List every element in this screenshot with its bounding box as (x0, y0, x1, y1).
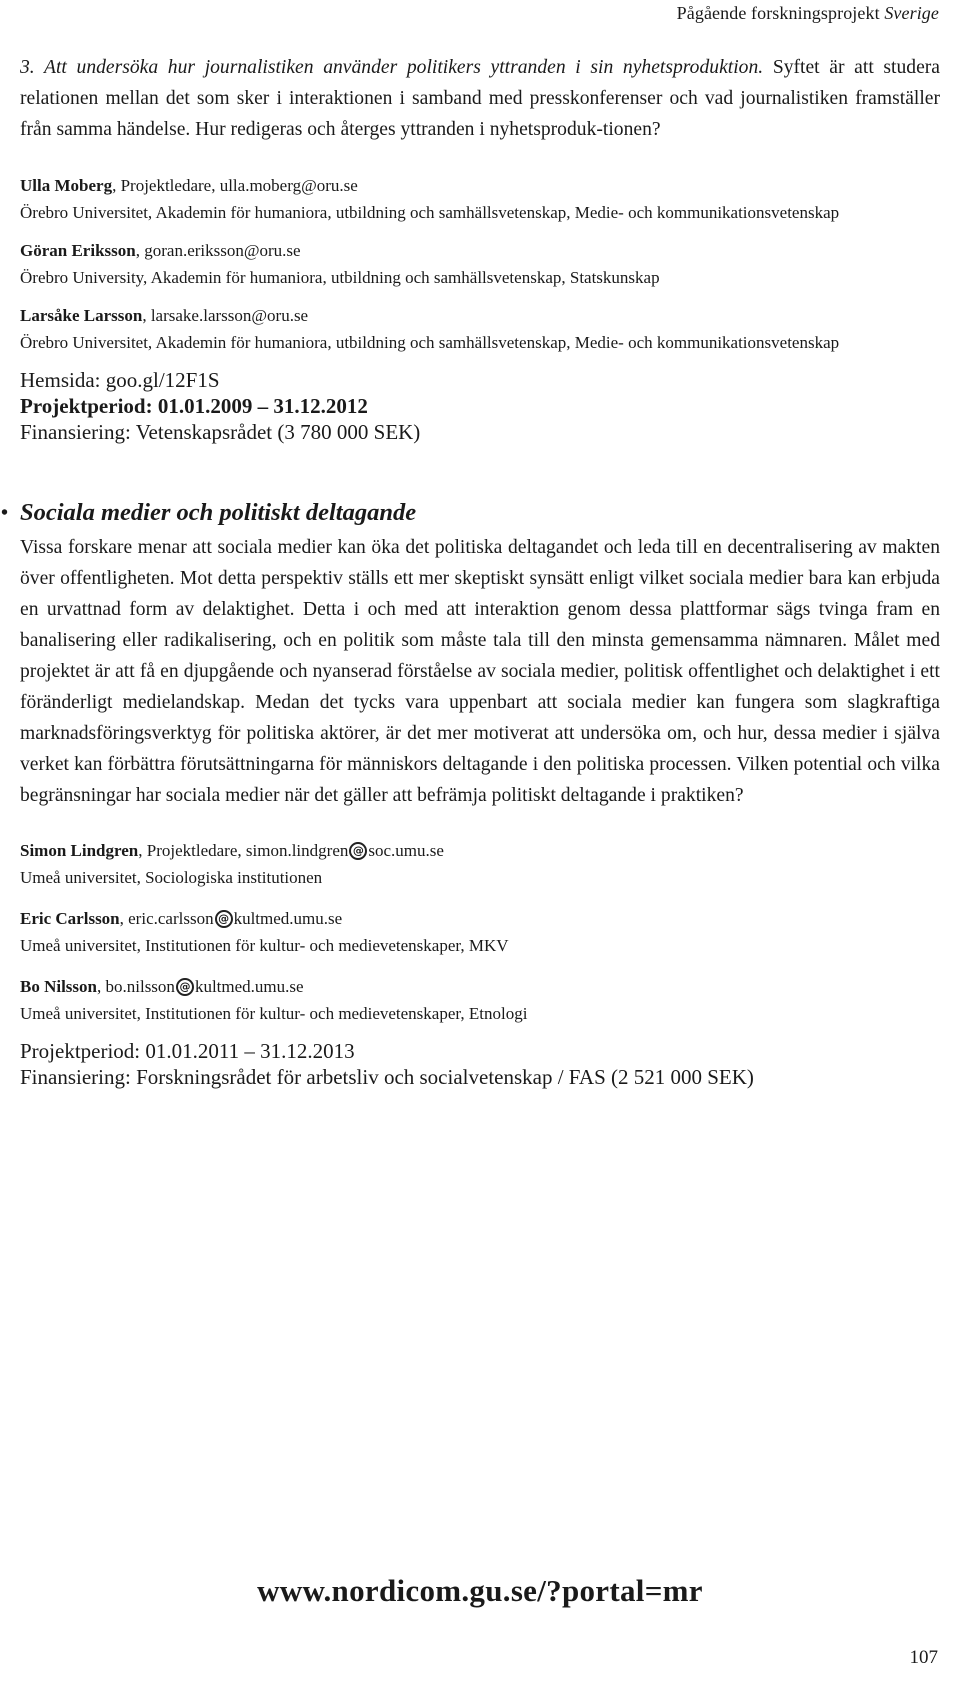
person-details: , eric.carlsson (119, 909, 214, 928)
project2-person (20, 905, 940, 959)
person-name: Eric Carlsson (20, 909, 120, 928)
project1-person (20, 302, 940, 356)
at-sign-icon: @ (215, 910, 233, 928)
project2-period: Projektperiod: 01.01.2011 – 31.12.2013 (20, 1039, 355, 1063)
page-number: 107 (909, 1647, 938, 1668)
person-name: Ulla Moberg (20, 176, 113, 195)
person-name: Simon Lindgren (20, 841, 139, 860)
project1-period: Projektperiod: 01.01.2009 – 31.12.2012 (20, 394, 368, 418)
footer-url: www.nordicom.gu.se/?portal=mr (257, 1573, 703, 1608)
project2-description: Vissa forskare menar att sociala medier kan öka det politiska deltagandet och leda till en decentralisering av makten över offentligheten. Mot detta perspektiv ställs ett mer skeptiskt synsätt enligt vilket sociala medier bara kan erbjuda en urvattnad form av delaktighet. Detta i och med att interaktion genom dessa plattformar sägs tvinga fram en banalisering eller radikalisering, och en politik som måste tala till den minsta gemensamma nämnaren. Målet med projektet är att få en djupgående och nyanserad förståelse av sociala medier, politisk offentlighet och delaktighet i ett föränderligt medielandskap. Medan det tycks vara uppenbart att sociala medier kan fungera som slagkraftiga marknadsföringsverktyg för politiska aktörer, är det mer motiverat att undersöka om, och hur, dessa medier i själva verket kan förbättra förutsättningarna för människors deltagande i den politiska processen. Vilken potential och vilka begränsningar har sociala medier när det gäller att befrämja politiskt deltagande i praktiken? (20, 537, 940, 806)
person-name: Bo Nilsson (20, 977, 97, 996)
project2-title-text: Sociala medier och politiskt deltagande (20, 499, 417, 526)
project1-text: Syftet är att studera relationen mellan det som sker i interaktionen i samband med presskonferenser och vad journalistiken framställer från samma händelse. Hur redigeras och återges yttranden i nyhetsproduk-tionen? (20, 57, 941, 140)
project1-person (20, 172, 940, 226)
at-sign-icon: @ (349, 842, 367, 860)
person-affiliation: Umeå universitet, Sociologiska institutionen (20, 868, 323, 887)
header-region: Sverige (884, 3, 939, 23)
person-details: , larsake.larsson@oru.se (142, 306, 309, 325)
project1-funding: Finansiering: Vetenskapsrådet (3 780 000 SEK) (20, 420, 421, 444)
spacer (20, 356, 940, 367)
person-affiliation: Umeå universitet, Institutionen för kultur- och medievetenskaper, MKV (20, 936, 509, 955)
person-name: Göran Eriksson (20, 241, 136, 260)
spacer (20, 891, 940, 905)
person-affiliation: Örebro Universitet, Akademin för humaniora, utbildning och samhällsvetenskap, Medie- och kommunikationsvetenskap (20, 333, 840, 352)
project2-title (1, 497, 940, 529)
person-affiliation: Umeå universitet, Institutionen för kultur- och medievetenskaper, Etnologi (20, 1004, 528, 1023)
person-affiliation: Örebro University, Akademin för humaniora, utbildning och samhällsvetenskap, Statskunskap (20, 268, 660, 287)
person-details-domain: kultmed.umu.se (233, 909, 343, 928)
project2-person (20, 973, 940, 1027)
person-details-domain: kultmed.umu.se (194, 977, 304, 996)
project1-description (20, 52, 940, 145)
page-content (1, 52, 941, 1090)
header-series: Pågående forskningsprojekt (676, 3, 880, 23)
person-details: , Projektledare, ulla.moberg@oru.se (112, 176, 358, 195)
spacer (20, 226, 940, 237)
spacer (20, 291, 940, 302)
project2-funding: Finansiering: Forskningsrådet för arbetsliv och socialvetenskap / FAS (2 521 000 SEK) (20, 1065, 754, 1089)
running-header (677, 3, 939, 24)
spacer (20, 959, 940, 973)
project2-person (20, 837, 940, 891)
person-details-domain: soc.umu.se (368, 841, 444, 860)
project1-website: Hemsida: goo.gl/12F1S (20, 368, 220, 392)
spacer (20, 811, 940, 837)
person-details: , bo.nilsson (97, 977, 175, 996)
project1-person (20, 237, 940, 291)
spacer (20, 145, 940, 172)
project1-lead: 3. Att undersöka hur journalistiken använder politikers yttranden i sin nyhetsproduktion. (20, 57, 764, 78)
person-details: , Projektledare, simon.lindgren (138, 841, 349, 860)
at-sign-icon: @ (176, 978, 194, 996)
person-details: , goran.eriksson@oru.se (135, 241, 301, 260)
person-affiliation: Örebro Universitet, Akademin för humaniora, utbildning och samhällsvetenskap, Medie- och kommunikationsvetenskap (20, 203, 840, 222)
person-name: Larsåke Larsson (20, 306, 143, 325)
bullet-icon: • (1, 502, 9, 524)
spacer (20, 1027, 940, 1038)
